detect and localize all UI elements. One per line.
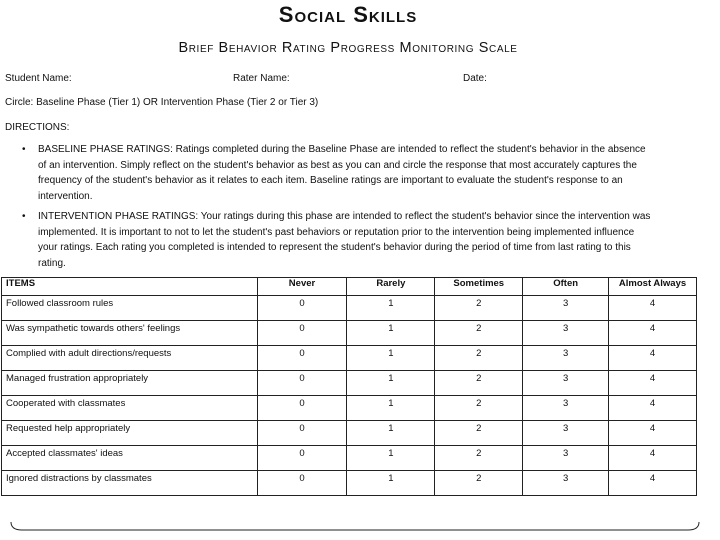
column-header-items: ITEMS xyxy=(2,278,258,296)
rating-option[interactable]: 1 xyxy=(347,471,435,496)
directions-label: DIRECTIONS: xyxy=(5,122,70,133)
column-header-sometimes: Sometimes xyxy=(435,278,523,296)
rating-option[interactable]: 3 xyxy=(523,446,609,471)
bullet-line: INTERVENTION PHASE RATINGS: Your ratings during this phase are intended to reflect the student's behavior since the intervention was xyxy=(38,211,651,222)
table-row xyxy=(2,471,697,496)
item-label: Was sympathetic towards others' feelings xyxy=(2,321,258,346)
bullet-line: implemented. It is important to not to let the student's past behaviors or reputation prior to the intervention being implemented influence xyxy=(38,226,635,238)
rating-option[interactable]: 4 xyxy=(609,471,697,496)
item-label: Followed classroom rules xyxy=(2,296,258,321)
intervention-ratings-bullet xyxy=(22,209,698,271)
rating-option[interactable]: 2 xyxy=(435,471,523,496)
date-field[interactable] xyxy=(463,70,487,84)
rating-option[interactable]: 2 xyxy=(435,321,523,346)
item-label: Accepted classmates' ideas xyxy=(2,446,258,471)
student-name-field[interactable] xyxy=(5,70,72,84)
rating-option[interactable]: 1 xyxy=(347,421,435,446)
bullet-line: of an intervention. Simply reflect on the student's behavior as best as you can and circle the response that most accurately captures the xyxy=(38,159,637,171)
rating-option[interactable]: 3 xyxy=(523,371,609,396)
rating-option[interactable]: 3 xyxy=(523,421,609,446)
rating-option[interactable]: 4 xyxy=(609,371,697,396)
bullet-icon: • xyxy=(22,144,26,155)
item-label: Ignored distractions by classmates xyxy=(2,471,258,496)
rating-option[interactable]: 2 xyxy=(435,346,523,371)
rating-option[interactable]: 0 xyxy=(257,296,347,321)
baseline-ratings-bullet xyxy=(22,142,698,204)
rating-option[interactable]: 0 xyxy=(257,421,347,446)
rating-option[interactable]: 0 xyxy=(257,321,347,346)
phase-circle-line: Circle: Baseline Phase (Tier 1) OR Intervention Phase (Tier 2 or Tier 3) xyxy=(5,97,319,108)
item-label: Cooperated with classmates xyxy=(2,396,258,421)
page-subtitle: Brief Behavior Rating Progress Monitoring Scale xyxy=(178,40,518,56)
table-header-row xyxy=(2,278,697,296)
rating-option[interactable]: 3 xyxy=(523,296,609,321)
rater-name-label: Rater Name: xyxy=(233,73,290,84)
rating-option[interactable]: 3 xyxy=(523,471,609,496)
rating-option[interactable]: 1 xyxy=(347,321,435,346)
rating-option[interactable]: 0 xyxy=(257,471,347,496)
column-header-never: Never xyxy=(257,278,347,296)
table-row xyxy=(2,396,697,421)
table-row xyxy=(2,446,697,471)
rating-option[interactable]: 0 xyxy=(257,346,347,371)
column-header-often: Often xyxy=(523,278,609,296)
bullet-line: your ratings. Each rating you completed is intended to represent the student's behavior during the period of time from last rating to this xyxy=(38,242,631,253)
bullet-line: frequency of the student's behavior as it relates to each item. Baseline ratings are important to evaluate the student's response to an xyxy=(38,175,623,186)
column-header-rarely: Rarely xyxy=(347,278,435,296)
rating-option[interactable]: 3 xyxy=(523,346,609,371)
rating-option[interactable]: 3 xyxy=(523,321,609,346)
rating-option[interactable]: 4 xyxy=(609,321,697,346)
rating-option[interactable]: 4 xyxy=(609,346,697,371)
table-row xyxy=(2,421,697,446)
rating-option[interactable]: 1 xyxy=(347,446,435,471)
rating-option[interactable]: 2 xyxy=(435,296,523,321)
rating-option[interactable]: 1 xyxy=(347,296,435,321)
rater-name-field[interactable] xyxy=(233,70,290,84)
rating-option[interactable]: 2 xyxy=(435,421,523,446)
rating-option[interactable]: 1 xyxy=(347,346,435,371)
bullet-line: intervention. xyxy=(38,190,93,202)
rating-option[interactable]: 0 xyxy=(257,371,347,396)
rating-option[interactable]: 2 xyxy=(435,446,523,471)
item-label: Requested help appropriately xyxy=(2,421,258,446)
rating-option[interactable]: 0 xyxy=(257,446,347,471)
table-row xyxy=(2,321,697,346)
rating-option[interactable]: 1 xyxy=(347,396,435,421)
rating-option[interactable]: 4 xyxy=(609,446,697,471)
item-label: Managed frustration appropriately xyxy=(2,371,258,396)
table-row xyxy=(2,296,697,321)
bullet-line: BASELINE PHASE RATINGS: Ratings completed during the Baseline Phase are intended to reflect the student's behavior in the absence xyxy=(38,144,646,155)
student-name-label: Student Name: xyxy=(5,73,72,84)
rating-option[interactable]: 0 xyxy=(257,396,347,421)
table-row xyxy=(2,346,697,371)
rating-table xyxy=(1,277,697,496)
rating-option[interactable]: 4 xyxy=(609,396,697,421)
rating-option[interactable]: 2 xyxy=(435,396,523,421)
bullet-icon: • xyxy=(22,211,26,222)
item-label: Complied with adult directions/requests xyxy=(2,346,258,371)
rating-option[interactable]: 4 xyxy=(609,421,697,446)
rating-option[interactable]: 4 xyxy=(609,296,697,321)
bottom-border xyxy=(10,522,700,534)
bullet-line: rating. xyxy=(38,257,66,269)
date-label: Date: xyxy=(463,73,487,84)
rating-option[interactable]: 1 xyxy=(347,371,435,396)
rating-option[interactable]: 3 xyxy=(523,396,609,421)
column-header-almost-always: Almost Always xyxy=(609,278,697,296)
page-title: Social Skills xyxy=(278,2,418,27)
table-row xyxy=(2,371,697,396)
rating-option[interactable]: 2 xyxy=(435,371,523,396)
